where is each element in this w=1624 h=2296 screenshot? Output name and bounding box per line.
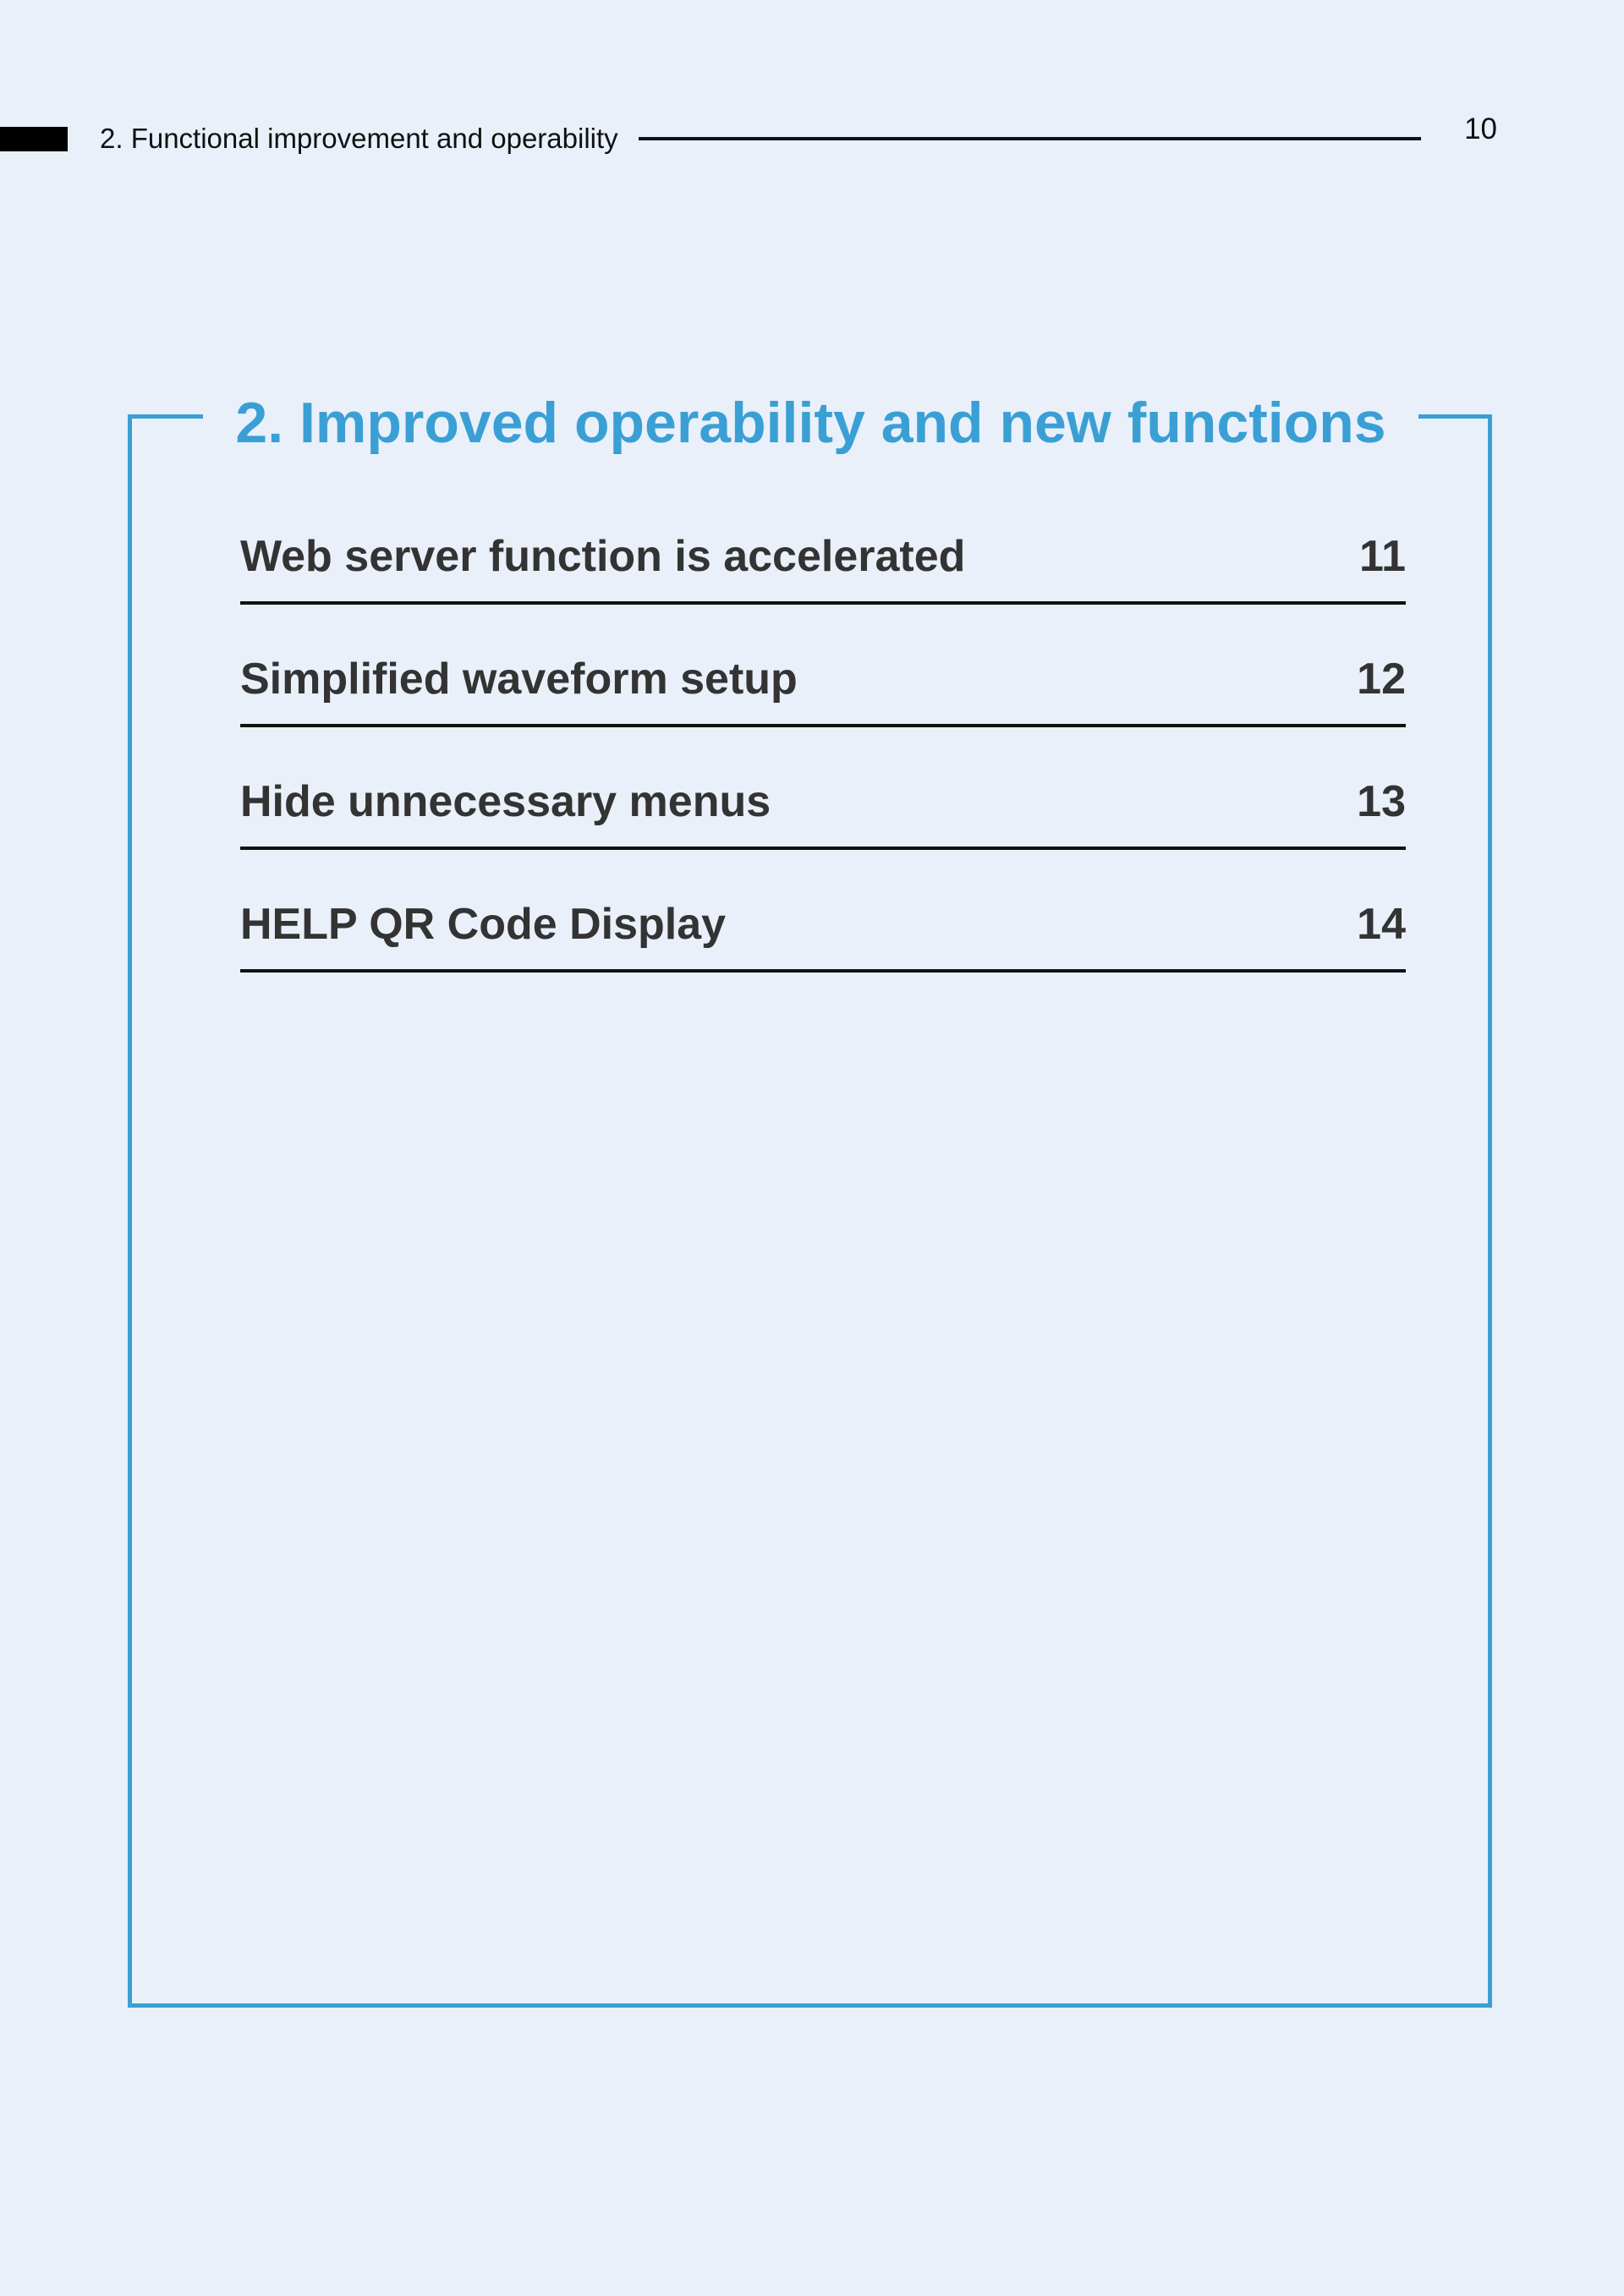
header-section-title: 2. Functional improvement and operability: [100, 123, 618, 154]
toc-item-label: Web server function is accelerated: [240, 532, 966, 581]
toc-item-divider: [240, 847, 1406, 850]
header-marker: [0, 127, 68, 151]
toc-item-web-server[interactable]: [240, 507, 1406, 630]
toc-item-divider: [240, 601, 1406, 605]
toc-item-label: Hide unnecessary menus: [240, 777, 771, 826]
toc-item-divider: [240, 969, 1406, 973]
toc-heading: 2. Improved operability and new functions: [235, 391, 1386, 455]
toc-item-page-number: 14: [1357, 900, 1406, 949]
toc-item-page-number: 13: [1357, 777, 1406, 826]
toc-item-help-qr[interactable]: [240, 875, 1406, 998]
page-number: 10: [1464, 112, 1497, 145]
toc-item-hide-menus[interactable]: [240, 753, 1406, 875]
toc-list: [240, 507, 1406, 998]
toc-item-label: Simplified waveform setup: [240, 655, 798, 704]
toc-item-page-number: 11: [1359, 532, 1406, 581]
toc-item-divider: [240, 724, 1406, 727]
toc-item-waveform-setup[interactable]: [240, 630, 1406, 753]
toc-item-page-number: 12: [1357, 655, 1406, 704]
header-rule: [639, 137, 1421, 140]
toc-item-label: HELP QR Code Display: [240, 900, 727, 949]
